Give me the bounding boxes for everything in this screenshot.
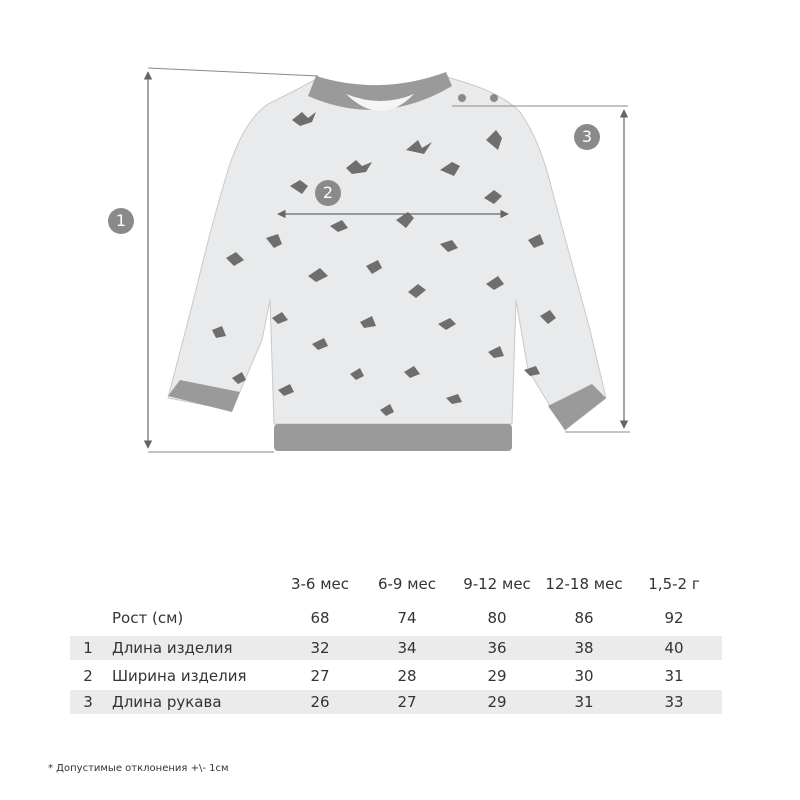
row-label: Рост (см) [112,609,184,627]
table-cell: 32 [310,639,330,657]
column-header: 1,5-2 г [648,575,700,593]
table-cell: 92 [664,609,684,627]
table-cell: 36 [487,639,507,657]
table-cell: 26 [310,693,330,711]
column-header: 12-18 мес [545,575,623,593]
footnote: * Допустимые отклонения +\- 1см [48,763,229,774]
table-cell: 28 [397,667,417,685]
column-header: 9-12 мес [463,575,531,593]
table-row [70,690,722,714]
table-cell: 38 [574,639,594,657]
table-cell: 68 [310,609,330,627]
table-cell: 33 [664,693,684,711]
table-cell: 31 [664,667,684,685]
table-cell: 34 [397,639,417,657]
row-index: 2 [83,667,93,685]
waistband [274,424,512,451]
column-header: 6-9 мес [377,575,437,593]
table-cell: 80 [487,609,507,627]
table-cell: 27 [397,693,417,711]
table-row [70,664,722,688]
row-label: Ширина изделия [112,667,247,685]
row-index: 3 [83,693,93,711]
table-cell: 29 [487,667,507,685]
column-header: 3-6 мес [290,575,350,593]
shoulder-button [458,94,466,102]
table-cell: 74 [397,609,417,627]
marker-3: 3 [574,124,600,150]
table-header [70,572,722,596]
table-cell: 27 [310,667,330,685]
marker-2: 2 [315,180,341,206]
table-cell: 31 [574,693,594,711]
guide-top-1 [148,68,318,76]
row-label: Длина рукава [112,693,222,711]
table-row [70,636,722,660]
table-row-height [70,606,722,630]
table-cell: 86 [574,609,594,627]
marker-1: 1 [108,208,134,234]
sweatshirt-body [168,76,606,430]
table-cell: 30 [574,667,594,685]
shoulder-button [490,94,498,102]
row-index: 1 [83,639,93,657]
table-cell: 40 [664,639,684,657]
row-label: Длина изделия [112,639,233,657]
table-cell: 29 [487,693,507,711]
